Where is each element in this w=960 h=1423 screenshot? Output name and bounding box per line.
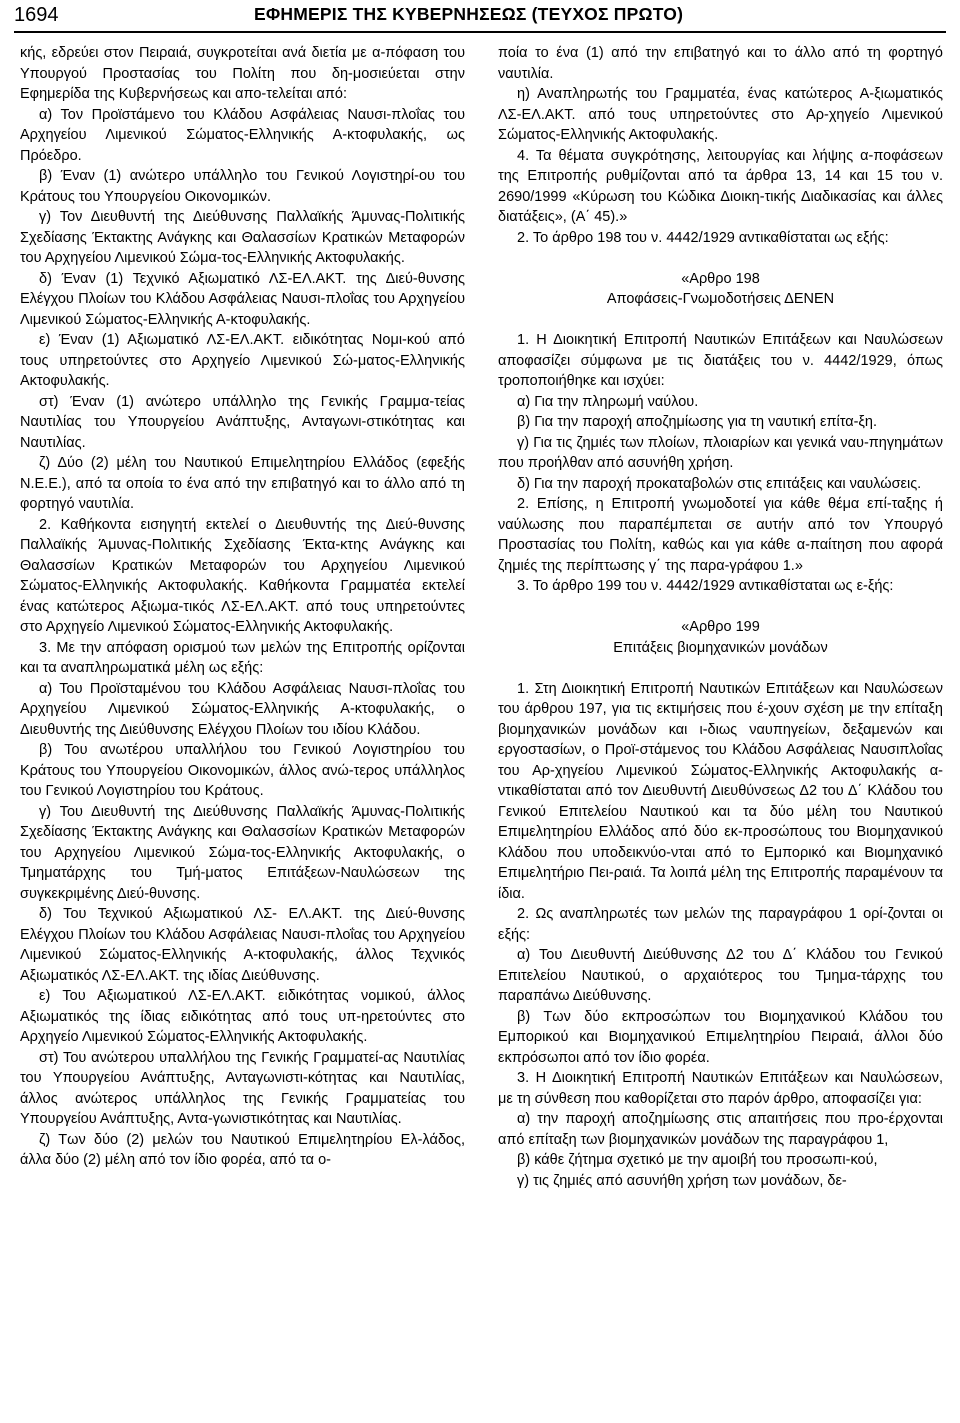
paragraph: δ) Για την παροχή προκαταβολών στις επιτάξεις και ναυλώσεις. [517,475,922,492]
article-198-heading: «Αρθρο 198 [681,270,760,287]
article-198-subheading: Αποφάσεις-Γνωμοδοτήσεις ΔΕΝΕΝ [606,291,835,307]
paragraph: 2. Ως αναπληρωτές των μελών της παραγράφου 1 ορί-ζονται οι εξής: [498,906,943,943]
paragraph: β) κάθε ζήτημα σχετικό με την αμοιβή του προσωπι-κού, [517,1152,878,1168]
paragraph: α) την παροχή αποζημίωσης στις απαιτήσεις που προ-έρχονται από επίταξη των βιομηχανικών μονάδων της παραγράφου 1, [498,1111,943,1148]
paragraph: 2. Καθήκοντα εισηγητή εκτελεί ο Διευθυντής της Διεύ-θυνσης Παλλαϊκής Άμυνας-Πολιτικής Σχεδίασης Έκτα-κτης Ανάγκης και Θαλασσίων Κρατικών Μεταφορών του Αρχηγείου Λιμενικού Σώματος-Ελληνικής Ακτοφυλακής. Καθήκοντα Γραμματέα εκτελεί ένας κατώτερος Αξιωμα-τικός ΛΣ-ΕΛ.ΑΚΤ. από τους υπηρετούντες στο Αρχηγείο Λιμενικού Σώματος-Ελληνικής Ακτοφυλακής. [20,516,465,635]
paragraph: γ) Του Διευθυντή της Διεύθυνσης Παλλαϊκής Άμυνας-Πολιτικής Σχεδίασης Έκτακτης Ανάγκης και Θαλασσίων Κρατικών Μεταφορών του Αρχηγείου Λιμενικού Σώμα-τος-Ελληνικής Ακτοφυλακής, ο Τμηματάρχης του Τμή-ματος Επιτάξεων-Ναυλώσεων της συγκεκριμένης Διεύ-θυνσης. [20,803,465,902]
paragraph: στ) Έναν (1) ανώτερο υπάλληλο της Γενικής Γραμμα-τείας Ναυτιλίας του Υπουργείου Ανάπτυξης, Ανταγωνι-στικότητας και Ναυτιλίας. [20,393,465,451]
paragraph: 3. Το άρθρο 199 του ν. 4442/1929 αντικαθίσταται ως ε-ξής: [517,578,894,594]
paragraph: στ) Του ανώτερου υπαλλήλου της Γενικής Γραμματεί-ας Ναυτιλίας του Υπουργείου Ανάπτυξης, Ανταγωνιστι-κότητας και Ναυτιλίας, άλλος ανώτερος υπάλληλος της Γενικής Γραμματείας του Υπουργείου Ανάπτυξης, Αντα-γωνιστικότητας και Ναυτιλίας. [20,1049,465,1127]
paragraph: 3. Με την απόφαση ορισμού των μελών της Επιτροπής ορίζονται και τα αναπληρωματικά μέλη ως εξής: [20,639,465,676]
paragraph: β) Του ανωτέρου υπαλλήλου του Γενικού Λογιστηρίου του Κράτους του Υπουργείου Οικονομικών, άλλος ανώ-τερος υπάλληλος του Γενικού Λογιστηρίου του Κράτους. [20,742,465,799]
paragraph: α) Του Προϊσταμένου του Κλάδου Ασφάλειας Ναυσι-πλοΐας του Αρχηγείου Λιμενικού Σώματος-Ελληνικής Α-κτοφυλακής, ο Διευθυντής της Διεύθυνσης Ελέγχου Πλοίων του ιδίου Κλάδου. [20,680,465,738]
paragraph: β) Των δύο εκπροσώπων του Βιομηχανικού Κλάδου του Εμπορικού και Βιομηχανικού Επιμελητηρίου Πειραιά, άλλοι δύο εκπρόσωποι από τον ίδιο φορέα. [498,1008,943,1066]
left-column [20,43,465,1171]
paragraph: α) Του Διευθυντή Διεύθυνσης Δ2 του Δ΄ Κλάδου του Γενικού Επιτελείου Ναυτικού, ο αρχαιότερος του Τμημα-τάρχης του παραπάνω Διεύθυνσης. [498,947,943,1004]
paragraph: ε) Έναν (1) Αξιωματικό ΛΣ-ΕΛ.ΑΚΤ. ειδικότητας Νομι-κού από τους υπηρετούντες στο Αρχηγείο Λιμενικού Σώ-ματος-Ελληνικής Ακτοφυλακής. [20,332,465,389]
paragraph: δ) Έναν (1) Τεχνικό Αξιωματικό ΛΣ-ΕΛ.ΑΚΤ. της Διεύ-θυνσης Ελέγχου Πλοίων του Κλάδου Ασφάλειας Ναυσι-πλοΐας του Αρχηγείου Λιμενικού Σώματος-Ελληνικής Α-κτοφυλακής. [20,270,465,328]
paragraph: ζ) Των δύο (2) μελών του Ναυτικού Επιμελητηρίου Ελ-λάδος, άλλα δύο (2) μέλη από τον ίδιο φορέα, από τα ο- [20,1131,465,1168]
paragraph: 1. Στη Διοικητική Επιτροπή Ναυτικών Επιτάξεων και Ναυλώσεων του άρθρου 197, για τις εκτιμήσεις που έ-χουν σχέση με την επίταξη βιομηχανικών μονάδων και ι-διως ναυπηγείων, δεξαμενών και εργοστασίων, ο Προϊ-στάμενος του Κλάδου Ασφάλειας Ναυσιπλοΐας του Αρ-χηγείου Λιμενικού Σώματος-Ελληνικής Ακτοφυλακής α-ντικαθίσταται από τον Διευθυντή Διευθύνσεως Δ2 του Δ΄ Κλάδου του Γενικού Επιτελείου Ναυτικού και τα δύο μέλη του Ναυτικού Επιμελητηρίου Ελλάδος από δύο εκ-προσώπους του Βιομηχανικού Κλάδου που υποδεικνύο-νται από το Εμπορικό και Βιομηχανικό Επιμελητήριο Πει-ραιά. Τα λοιπά μέλη της Επιτροπής παραμένουν τα ίδια. [498,680,943,902]
paragraph: β) Για την παροχή αποζημίωσης για τη ναυτική επίτα-ξη. [517,414,878,430]
paragraph: γ) Για τις ζημιές των πλοίων, πλοιαρίων και γενικά ναυ-πηγημάτων που προήλθαν από ασυνήθη χρήση. [498,434,943,471]
paragraph: 3. Η Διοικητική Επιτροπή Ναυτικών Επιτάξεων και Ναυλώσεων, με τη σύνθεση που καθορίζεται στο παρόν άρθρο, αποφασίζει για: [498,1070,943,1107]
article-199-subheading: Επιτάξεις βιομηχανικών μονάδων [613,639,828,656]
paragraph: β) Έναν (1) ανώτερο υπάλληλο του Γενικού Λογιστηρί-ου του Κράτους του Υπουργείου Οικονομικών. [20,168,465,205]
paragraph: 2. Το άρθρο 198 του ν. 4442/1929 αντικαθίσταται ως εξής: [517,229,889,246]
paragraph: η) Αναπληρωτής του Γραμματέα, ένας κατώτερος Α-ξιωματικός ΛΣ-ΕΛ.ΑΚΤ. από τους υπηρετούντες στο Αρ-χηγείο Λιμενικού Σώματος-Ελληνικής Ακτοφυλακής. [498,86,943,143]
paragraph: 1. Η Διοικητική Επιτροπή Ναυτικών Επιτάξεων και Ναυλώσεων αποφασίζει σύμφωνα με τις διατάξεις του ν. 4442/1929, όπως τροποποιήθηκε και ισχύει: [498,332,943,389]
paragraph: 4. Τα θέματα συγκρότησης, λειτουργίας και λήψης α-ποφάσεων της Επιτροπής ρυθμίζονται από τα άρθρα 13, 14 και 15 του ν. 2690/1999 «Κύρωση του Κώδικα Διοικη-τικής Διαδικασίας και άλλες διατάξεις», (Α΄ 45).» [498,147,943,225]
paragraph: γ) Τον Διευθυντή της Διεύθυνσης Παλλαϊκής Άμυνας-Πολιτικής Σχεδίασης Έκτακτης Ανάγκης και Θαλασσίων Κρατικών Μεταφορών του Αρχηγείου Λιμενικού Σώμα-τος-Ελληνικής Ακτοφυλακής. [20,209,465,266]
paragraph: ζ) Δύο (2) μέλη του Ναυτικού Επιμελητηρίου Ελλάδος (εφεξής Ν.Ε.Ε.), από τα οποία το ένα από την επιβατηγό και το άλλο από τη φορτηγό ναυτιλία. [20,455,465,512]
page-number: 1694 [14,4,59,26]
paragraph: ε) Του Αξιωματικού ΛΣ-ΕΛ.ΑΚΤ. ειδικότητας νομικού, άλλος Αξιωματικός της ίδιας ειδικότητας από τους υπ-ηρετούντες στο Αρχηγείο Λιμενικού Σώματος-Ελληνικής Ακτοφυλακής. [20,988,465,1045]
journal-title: ΕΦΗΜΕΡΙΣ ΤΗΣ ΚΥΒΕΡΝΗΣΕΩΣ (ΤΕΥΧΟΣ ΠΡΩΤΟ) [254,4,684,24]
paragraph: δ) Του Τεχνικού Αξιωματικού ΛΣ- ΕΛ.ΑΚΤ. της Διεύ-θυνσης Ελέγχου Πλοίων του Κλάδου Ασφάλειας Ναυσι-πλοΐας του Αρχηγείου Λιμενικού Σώματος-Ελληνικής Α-κτοφυλακής, άλλος Τεχνικός Αξιωματικός ΛΣ-ΕΛ.ΑΚΤ. της ιδίας Διεύθυνσης. [20,906,465,984]
article-199-heading: «Αρθρο 199 [681,619,760,635]
paragraph: α) Τον Προϊστάμενο του Κλάδου Ασφάλειας Ναυσι-πλοΐας του Αρχηγείου Λιμενικού Σώματος-Ελληνικής Α-κτοφυλακής, ως Πρόεδρο. [20,106,465,164]
paragraph: 2. Επίσης, η Επιτροπή γνωμοδοτεί για κάθε θέμα επί-ταξης ή ναύλωσης που παραπέμπεται σε αυτήν από τον Υπουργό Προστασίας του Πολίτη, καθώς και για κάθε α-παίτηση που αφορά ζημιές της περίπτωσης γ΄ της παρα-γράφου 1.» [498,496,943,574]
paragraph: κής, εδρεύει στον Πειραιά, συγκροτείται ανά διετία με α-πόφαση του Υπουργού Προστασίας του Πολίτη που δη-μοσιεύεται στην Εφημερίδα της Κυβερνήσεως και απο-τελείται από: [20,45,465,102]
right-column [498,43,943,1191]
paragraph: α) Για την πληρωμή ναύλου. [517,393,699,410]
page-header [14,0,946,33]
paragraph: γ) τις ζημιές από ασυνήθη χρήση των μονάδων, δε- [517,1172,847,1189]
paragraph: ποία το ένα (1) από την επιβατηγό και το άλλο από τη φορτηγό ναυτιλία. [498,45,943,82]
